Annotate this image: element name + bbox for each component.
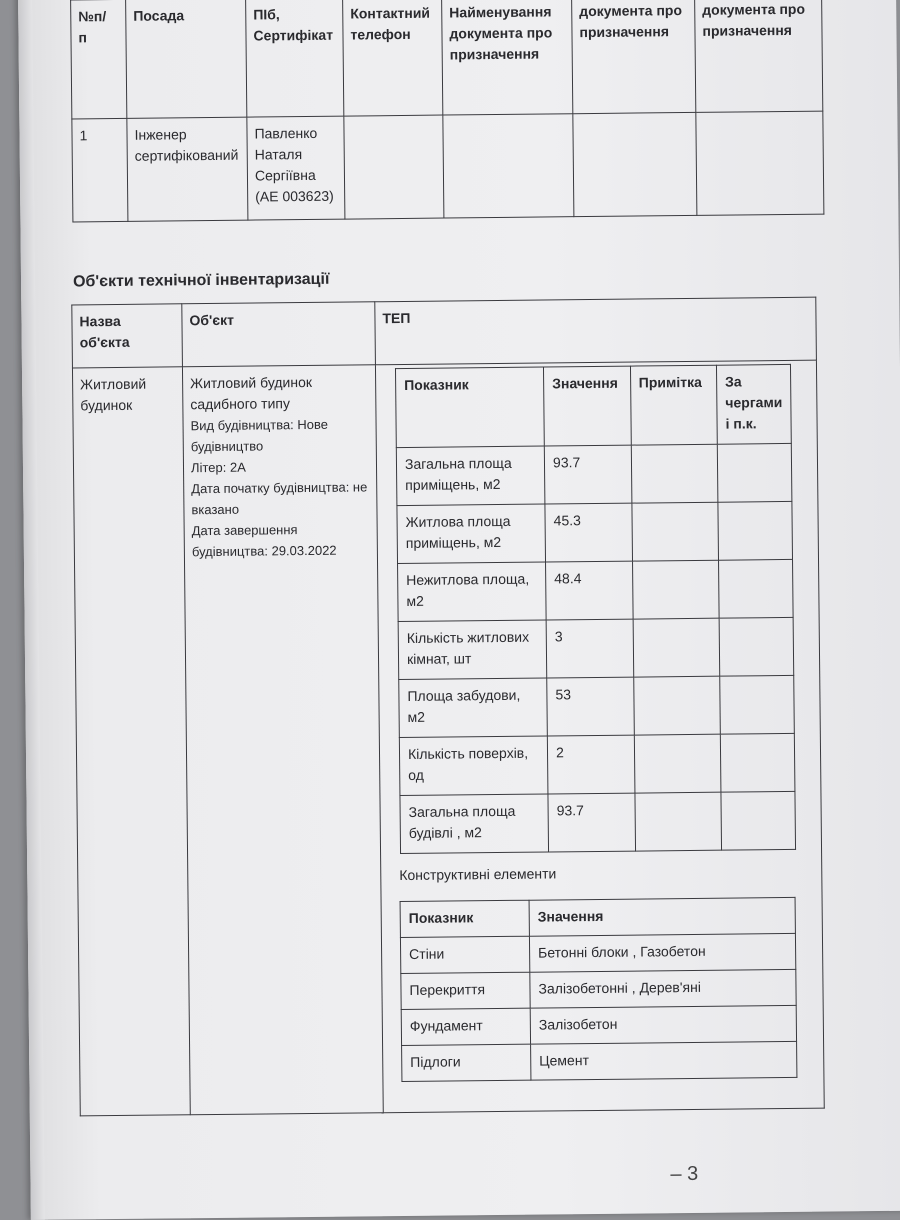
by-stages [717, 443, 792, 502]
indicator: Підлоги [402, 1044, 531, 1081]
staff-table [70, 0, 824, 222]
value: 45.3 [545, 503, 632, 562]
cell-position: Інженер сертифікований [127, 117, 248, 221]
value: 48.4 [546, 561, 633, 620]
object-title: Житловий будинок садибного типу [190, 373, 313, 413]
header-document-3: документа про призначення [695, 0, 823, 112]
header-position: Посада [126, 0, 247, 118]
cell-name: Павленко Наталя Сергіївна (АЕ 003623) [247, 116, 345, 220]
by-stages [718, 501, 793, 560]
note [632, 560, 719, 619]
tep-header [395, 364, 791, 447]
table-row [400, 933, 795, 973]
object-detail: Вид будівництва: Нове будівництво [190, 416, 329, 455]
by-stages [720, 733, 795, 792]
table-row [400, 791, 796, 853]
object-detail: Дата завершення будівництва: 29.03.2022 [191, 522, 337, 560]
table-row [401, 1005, 796, 1045]
note [633, 618, 720, 677]
header-name: ПІб, Сертифікат [246, 0, 344, 117]
tep-table [395, 364, 796, 854]
indicator: Кількість поверхів, од [399, 736, 548, 796]
by-stages [721, 791, 796, 850]
cell-doc1 [443, 114, 574, 218]
value: 3 [546, 619, 633, 678]
header-indicator: Показник [400, 900, 529, 937]
cell-phone [344, 115, 444, 219]
table-row [397, 501, 793, 563]
indicator: Стіни [400, 936, 529, 973]
object-name: Житловий будинок [72, 367, 190, 1116]
value: Залізобетон [530, 1005, 796, 1044]
note [635, 792, 722, 851]
table-row [399, 733, 795, 795]
object-detail: Дата початку будівництва: не вказано [191, 479, 368, 518]
indicator: Нежитлова площа, м2 [398, 562, 547, 622]
value: 53 [547, 677, 634, 736]
construction-table [400, 897, 798, 1082]
note [634, 734, 721, 793]
page-number: – 3 [670, 1162, 699, 1186]
indicator: Фундамент [401, 1008, 530, 1045]
document-page [18, 0, 900, 1220]
by-stages [720, 675, 795, 734]
header-note: Примітка [630, 365, 717, 445]
header-value: Значення [529, 897, 795, 936]
value: Цемент [531, 1041, 797, 1080]
value: Залізобетонні , Дерев'яні [530, 969, 796, 1008]
header-value: Значення [543, 366, 630, 446]
indicator: Кількість житлових кімнат, шт [398, 620, 547, 680]
table-row [72, 111, 824, 222]
indicator: Житлова площа приміщень, м2 [397, 504, 546, 564]
section-title: Об'єкти технічної інвентаризації [72, 270, 330, 291]
table-row [402, 1041, 797, 1081]
staff-table-header [71, 0, 823, 119]
note [632, 502, 719, 561]
header-tep: ТЕП [375, 297, 817, 365]
indicator: Загальна площа приміщень, м2 [396, 446, 545, 506]
header-number: №п/ п [71, 0, 127, 119]
construction-title: Конструктивні елементи [399, 865, 557, 884]
construction-header [400, 897, 795, 937]
header-object: Об'єкт [182, 302, 376, 367]
cell-doc3 [696, 111, 824, 215]
header-by-stages: За чергами і п.к. [716, 364, 791, 444]
indicator: Площа забудови, м2 [399, 678, 548, 738]
table-row [398, 617, 794, 679]
table-row [401, 969, 796, 1009]
indicator: Загальна площа будівлі , м2 [400, 794, 549, 854]
by-stages [718, 559, 793, 618]
cell-number: 1 [72, 118, 128, 222]
value: 93.7 [544, 445, 631, 504]
value: 93.7 [548, 793, 635, 852]
object-detail: Літер: 2А [190, 459, 246, 476]
header-object-name: Назва об'єкта [72, 304, 183, 368]
value: 2 [547, 735, 634, 794]
note [633, 676, 720, 735]
header-phone: Контактний телефон [343, 0, 443, 116]
by-stages [719, 617, 794, 676]
header-indicator: Показник [395, 367, 544, 448]
table-row [396, 443, 792, 505]
header-document-name: Найменування документа про призначення [442, 0, 573, 115]
page-fold-shadow [18, 0, 45, 1220]
note [631, 444, 718, 503]
value: Бетонні блоки , Газобетон [529, 933, 795, 972]
inventory-header [72, 297, 817, 368]
header-document-2: документа про призначення [572, 0, 696, 114]
object-description [182, 365, 383, 1115]
cell-doc2 [573, 112, 697, 216]
table-row [398, 559, 794, 621]
table-row [399, 675, 795, 737]
indicator: Перекриття [401, 972, 530, 1009]
